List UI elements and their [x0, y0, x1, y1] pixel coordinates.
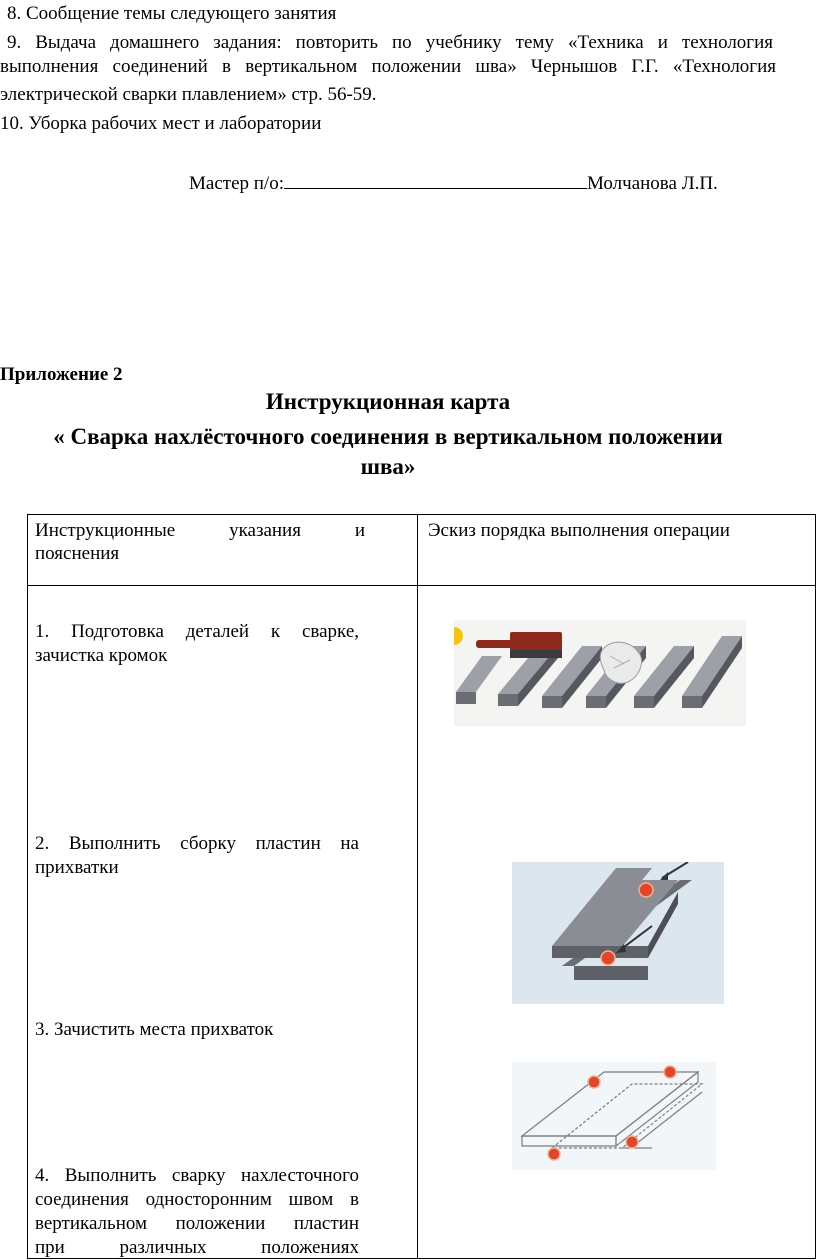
step-1	[35, 620, 359, 668]
header-right-cell	[418, 515, 816, 586]
step-4	[35, 1164, 359, 1260]
card-subtitle-line-1: « Сварка нахлёсточного соединения в вертикальном положении	[53, 424, 723, 449]
item-9-line-1: 9. Выдача домашнего задания: повторить по учебнику тему «Техника и технология	[7, 32, 773, 53]
step-4-line-4: при различных положениях	[35, 1237, 359, 1258]
step-1-line-2: зачистка кромок	[35, 645, 168, 666]
master-signature-line	[189, 170, 718, 195]
tack-weld-1	[588, 1076, 600, 1088]
header-left-line-2: пояснения	[35, 543, 120, 564]
tack-weld-3	[548, 1148, 560, 1160]
instructions-cell	[28, 586, 418, 1259]
step-4-line-3: вертикальном положении пластин	[35, 1213, 359, 1234]
step-2-line-1: 2. Выполнить сборку пластин на	[35, 833, 359, 854]
step-4-line-1: 4. Выполнить сварку нахлесточного	[35, 1165, 359, 1186]
master-name: Молчанова Л.П.	[586, 173, 718, 194]
header-right-text: Эскиз порядка выполнения операции	[428, 520, 730, 541]
step-2-line-2: прихватки	[35, 857, 119, 878]
sketch-cleaning-plates	[454, 620, 746, 726]
card-subtitle-line-2: шва»	[360, 454, 416, 479]
master-label: Мастер п/о:	[189, 173, 284, 194]
tack-weld-2	[664, 1066, 676, 1078]
card-title: Инструкционная карта	[265, 389, 511, 414]
step-1-line-1: 1. Подготовка деталей к сварке,	[35, 621, 359, 642]
signature-blank	[284, 170, 587, 189]
item-9-line-3: электрической сварки плавлением» стр. 56-59.	[0, 84, 377, 105]
tack-weld-upper	[639, 883, 653, 897]
item-9-line-2: выполнения соединений в вертикальном положении шва» Чернышов Г.Г. «Технология	[0, 56, 776, 77]
sketch-cell	[418, 586, 816, 1259]
header-left-text: Инструкционные указания и	[35, 520, 365, 541]
tack-weld-lower	[601, 951, 615, 965]
step-4-line-2: соединения односторонним швом в	[35, 1189, 359, 1210]
item-10: 10. Уборка рабочих мест и лаборатории	[0, 113, 322, 134]
sketch-tack-locations	[512, 1062, 716, 1170]
item-8: 8. Сообщение темы следующего занятия	[7, 3, 337, 24]
step-3-line-1: 3. Зачистить места прихваток	[35, 1019, 274, 1040]
step-2	[35, 832, 359, 880]
tack-weld-4	[626, 1136, 638, 1148]
appendix-label: Приложение 2	[0, 364, 123, 385]
instruction-table	[27, 514, 816, 1259]
step-3	[35, 1018, 359, 1042]
sketch-lap-assembly	[512, 862, 724, 1004]
